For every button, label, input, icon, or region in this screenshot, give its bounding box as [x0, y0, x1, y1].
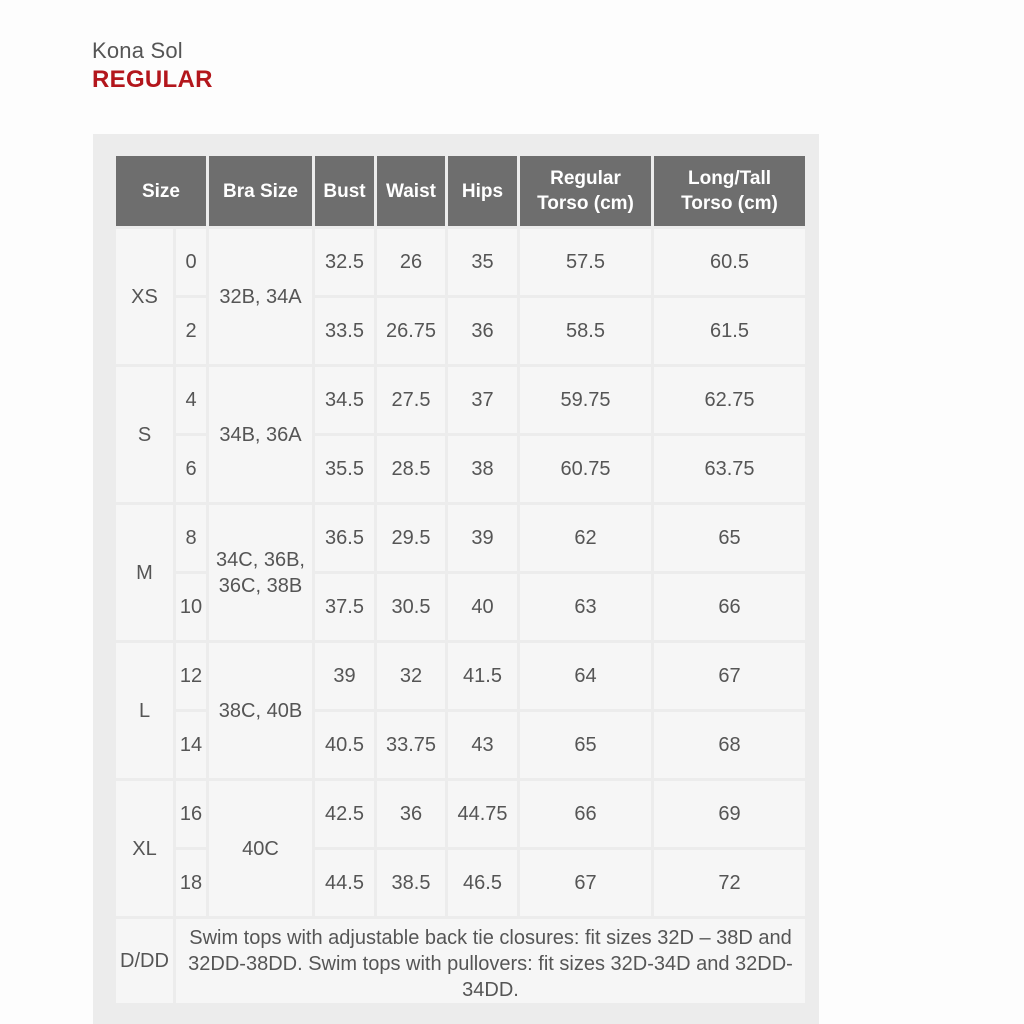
- bra-size-cell: 34C, 36B, 36C, 38B: [208, 504, 314, 642]
- size-number-cell: 14: [175, 711, 208, 780]
- bra-size-cell: 38C, 40B: [208, 642, 314, 780]
- table-row: [115, 366, 807, 435]
- header-waist: Waist: [376, 155, 447, 228]
- long-torso-cell: 63.75: [653, 435, 807, 504]
- brand-name: Kona Sol: [92, 38, 183, 63]
- regular-torso-cell: 64: [519, 642, 653, 711]
- hips-cell: 39: [447, 504, 519, 573]
- bra-size-cell: 40C: [208, 780, 314, 918]
- header-bra-size: Bra Size: [208, 155, 314, 228]
- size-number-cell: 4: [175, 366, 208, 435]
- waist-cell: 33.75: [376, 711, 447, 780]
- long-torso-cell: 67: [653, 642, 807, 711]
- bust-cell: 36.5: [314, 504, 376, 573]
- hips-cell: 37: [447, 366, 519, 435]
- size-number-cell: 12: [175, 642, 208, 711]
- table-row: [115, 780, 807, 849]
- note-size-cell: D/DD: [115, 918, 175, 1005]
- regular-torso-cell: 63: [519, 573, 653, 642]
- long-torso-cell: 66: [653, 573, 807, 642]
- regular-torso-cell: 62: [519, 504, 653, 573]
- long-torso-cell: 65: [653, 504, 807, 573]
- header-row: [115, 155, 807, 228]
- waist-cell: 32: [376, 642, 447, 711]
- bra-size-cell: 34B, 36A: [208, 366, 314, 504]
- size-number-cell: 6: [175, 435, 208, 504]
- size-label-cell: L: [115, 642, 175, 780]
- regular-torso-cell: 60.75: [519, 435, 653, 504]
- regular-torso-cell: 65: [519, 711, 653, 780]
- bust-cell: 34.5: [314, 366, 376, 435]
- size-number-cell: 16: [175, 780, 208, 849]
- long-torso-cell: 60.5: [653, 228, 807, 297]
- long-torso-cell: 69: [653, 780, 807, 849]
- bust-cell: 44.5: [314, 849, 376, 918]
- long-torso-cell: 68: [653, 711, 807, 780]
- size-label-cell: XL: [115, 780, 175, 918]
- note-text: Swim tops with adjustable back tie closures: fit sizes 32D – 38D and 32DD-38DD. Swim tops with pullovers: fit sizes 32D-34D and 32DD-34DD.: [175, 918, 807, 1005]
- size-chart-table: [113, 153, 808, 1006]
- bust-cell: 37.5: [314, 573, 376, 642]
- regular-torso-cell: 58.5: [519, 297, 653, 366]
- waist-cell: 30.5: [376, 573, 447, 642]
- bust-cell: 39: [314, 642, 376, 711]
- hips-cell: 36: [447, 297, 519, 366]
- waist-cell: 29.5: [376, 504, 447, 573]
- fit-label: REGULAR: [92, 66, 213, 93]
- regular-torso-cell: 59.75: [519, 366, 653, 435]
- size-rows: [115, 228, 807, 1005]
- bust-cell: 35.5: [314, 435, 376, 504]
- table-row: [115, 228, 807, 297]
- header-regular-torso: Regular Torso (cm): [519, 155, 653, 228]
- table-row: [115, 642, 807, 711]
- size-number-cell: 8: [175, 504, 208, 573]
- size-number-cell: 2: [175, 297, 208, 366]
- bust-cell: 42.5: [314, 780, 376, 849]
- hips-cell: 35: [447, 228, 519, 297]
- size-number-cell: 0: [175, 228, 208, 297]
- hips-cell: 43: [447, 711, 519, 780]
- header-long-torso: Long/Tall Torso (cm): [653, 155, 807, 228]
- regular-torso-cell: 67: [519, 849, 653, 918]
- size-label-cell: XS: [115, 228, 175, 366]
- size-number-cell: 18: [175, 849, 208, 918]
- size-label-cell: M: [115, 504, 175, 642]
- note-row: [115, 918, 807, 1005]
- long-torso-cell: 72: [653, 849, 807, 918]
- waist-cell: 26: [376, 228, 447, 297]
- hips-cell: 40: [447, 573, 519, 642]
- bust-cell: 33.5: [314, 297, 376, 366]
- long-torso-cell: 62.75: [653, 366, 807, 435]
- regular-torso-cell: 66: [519, 780, 653, 849]
- hips-cell: 46.5: [447, 849, 519, 918]
- size-number-cell: 10: [175, 573, 208, 642]
- bust-cell: 32.5: [314, 228, 376, 297]
- waist-cell: 36: [376, 780, 447, 849]
- header-hips: Hips: [447, 155, 519, 228]
- table-row: [115, 504, 807, 573]
- waist-cell: 28.5: [376, 435, 447, 504]
- waist-cell: 38.5: [376, 849, 447, 918]
- hips-cell: 44.75: [447, 780, 519, 849]
- long-torso-cell: 61.5: [653, 297, 807, 366]
- bust-cell: 40.5: [314, 711, 376, 780]
- waist-cell: 26.75: [376, 297, 447, 366]
- header-bust: Bust: [314, 155, 376, 228]
- size-label-cell: S: [115, 366, 175, 504]
- hips-cell: 38: [447, 435, 519, 504]
- regular-torso-cell: 57.5: [519, 228, 653, 297]
- bra-size-cell: 32B, 34A: [208, 228, 314, 366]
- header-size: Size: [115, 155, 208, 228]
- hips-cell: 41.5: [447, 642, 519, 711]
- waist-cell: 27.5: [376, 366, 447, 435]
